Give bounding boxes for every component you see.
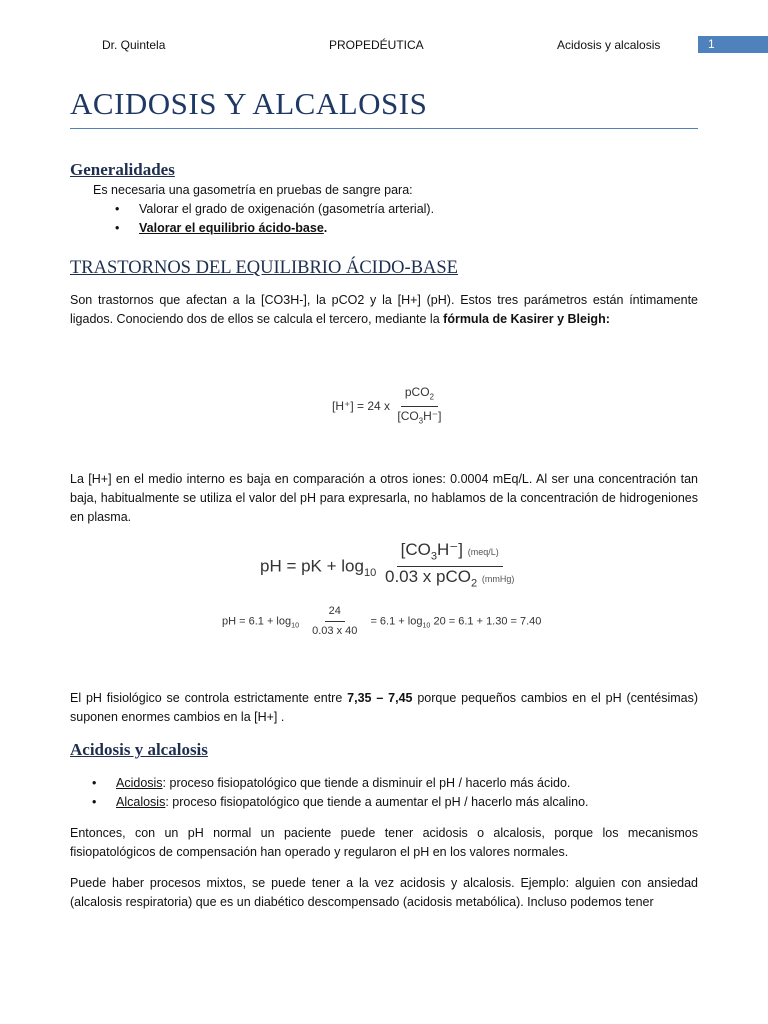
num-sub: 2: [429, 392, 434, 402]
paragraph-text: El pH fisiológico se controla estrictamente entre: [70, 691, 343, 705]
trastornos-paragraph-3: [70, 689, 698, 727]
formula-fraction: [308, 602, 361, 641]
bullet-icon: •: [115, 202, 120, 216]
num-text: pCO: [404, 385, 430, 399]
num-tail: H⁻]: [437, 540, 463, 559]
list-item: [92, 793, 698, 812]
generalidades-list: [115, 200, 435, 238]
formula-denominator: 0.03 x 40: [312, 625, 358, 637]
den-tail: H⁻]: [423, 409, 442, 424]
formula-numerator: [401, 383, 438, 407]
list-item-text: Valorar el grado de oxigenación (gasometría arterial).: [139, 202, 435, 216]
section-heading-trastornos: TRASTORNOS DEL EQUILIBRIO ÁCIDO-BASE: [70, 258, 458, 278]
formula-fraction: [393, 383, 445, 431]
num-sub: 3: [430, 550, 438, 563]
bullet-icon: •: [92, 776, 97, 790]
den-sub: 2: [471, 577, 478, 590]
formula-numerator: [397, 540, 503, 567]
list-item-tail: .: [323, 221, 328, 235]
den-sub: 3: [418, 416, 424, 426]
section-heading-acidosis-alcalosis: Acidosis y alcalosis: [70, 740, 208, 759]
list-item: [115, 219, 434, 238]
formula-name: fórmula de Kasirer y Bleigh:: [443, 312, 610, 326]
formula-kasirer-bleigh: [332, 383, 445, 431]
document-title: ACIDOSIS Y ALCALOSIS: [70, 86, 428, 121]
formula-worked-example: [222, 602, 541, 641]
running-header: [0, 36, 768, 54]
generalidades-intro: Es necesaria una gasometría en pruebas de sangre para:: [93, 183, 413, 197]
term-alcalosis: Alcalosis: [116, 795, 166, 809]
ph-range: 7,35 – 7,45: [347, 691, 413, 705]
formula-lhs-sub: 10: [291, 621, 300, 630]
section-heading-generalidades: Generalidades: [70, 160, 175, 179]
formula-denominator: [393, 407, 445, 430]
num-text: [CO: [400, 540, 431, 559]
num-unit: (meq/L): [467, 547, 499, 557]
den-text: 0.03 x pCO: [385, 567, 471, 587]
formula-lhs-sub: 10: [363, 566, 377, 579]
header-topic: Acidosis y alcalosis: [557, 38, 661, 52]
formula-numerator: 24: [325, 602, 345, 622]
formula-fraction: [381, 540, 518, 594]
formula-lhs: pH = pK + log: [260, 556, 364, 576]
formula-result: 20 = 6.1 + 1.30 = 7.40: [433, 615, 542, 628]
den-text: [CO: [397, 409, 419, 424]
paragraph-text: porque pequeños cambios en el pH (centésimas) suponen enormes cambios en la [H+] .: [70, 691, 698, 724]
definition-text: : proceso fisiopatológico que tiende a aumentar el pH / hacerlo más alcalino.: [165, 795, 589, 809]
bullet-icon: •: [115, 221, 120, 235]
formula-lhs: [H⁺] = 24 x: [332, 399, 391, 414]
trastornos-paragraph-2: La [H+] en el medio interno es baja en comparación a otros iones: 0.0004 mEq/L. Al ser una concentración tan baja, habitualmente se utiliza el valor del pH para expresarla, no hablamos de la concentración de hidrogeniones en plasma.: [70, 472, 698, 524]
title-divider: [70, 128, 698, 129]
acidosis-list: [92, 774, 698, 812]
header-course: PROPEDÉUTICA: [329, 38, 424, 52]
paragraph-text: Son trastornos que afectan a la [CO3H-], la pCO2 y la [H+] (pH). Estos tres parámetros están íntimamente ligados. Conociendo dos de ellos se calcula el tercero, mediante la: [70, 293, 698, 326]
formula-lhs: pH = 6.1 + log: [222, 615, 292, 628]
list-item: [115, 200, 435, 219]
trastornos-paragraph-1: [70, 291, 698, 329]
list-item: [92, 774, 698, 793]
page-number-badge: 1: [698, 36, 768, 53]
formula-rhs: = 6.1 + log: [370, 615, 423, 628]
definition-text: : proceso fisiopatológico que tiende a disminuir el pH / hacerlo más ácido.: [162, 776, 571, 790]
acidosis-paragraph-1: Entonces, con un pH normal un paciente puede tener acidosis o alcalosis, porque los mecanismos fisiopatológicos de compensación han operado y regularon el pH en los valores normales.: [70, 826, 698, 859]
bullet-icon: •: [92, 795, 97, 809]
formula-rhs-sub: 10: [422, 621, 431, 630]
formula-denominator: [381, 567, 518, 593]
acidosis-paragraph-2: Puede haber procesos mixtos, se puede tener a la vez acidosis y alcalosis. Ejemplo: alguien con ansiedad (alcalosis respiratoria) que es un diabético descompensado (acidosis metabólica). Incluso podemos tener: [70, 876, 698, 909]
formula-henderson-hasselbalch: [260, 540, 518, 594]
list-item-text: Valorar el equilibrio ácido-base: [139, 221, 324, 235]
den-unit: (mmHg): [481, 574, 515, 585]
term-acidosis: Acidosis: [116, 776, 163, 790]
header-author: Dr. Quintela: [102, 38, 166, 52]
